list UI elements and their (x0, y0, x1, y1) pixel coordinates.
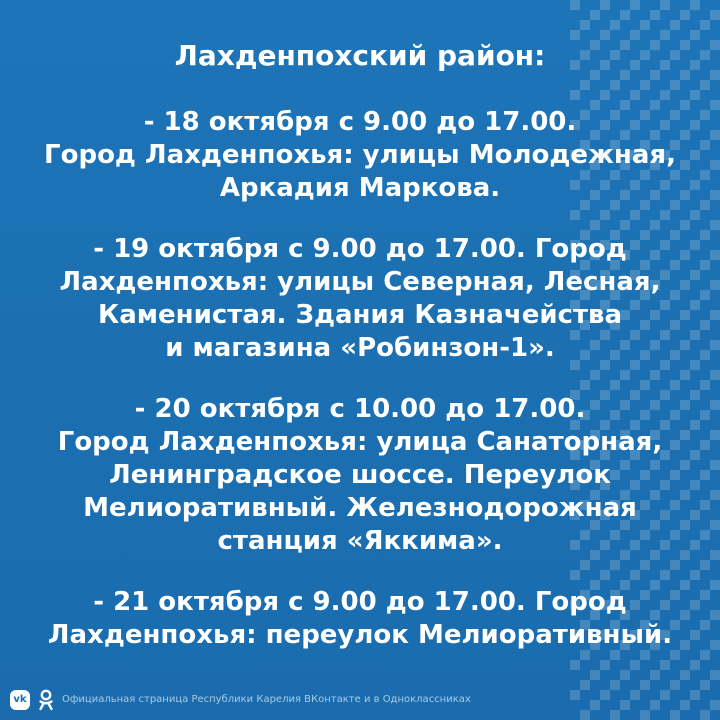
schedule-line: Лахденпохья: улицы Северная, Лесная, (59, 267, 661, 297)
schedule-line: Ленинградское шоссе. Переулок (109, 460, 611, 490)
schedule-item (0, 586, 720, 652)
schedule-item (0, 393, 720, 558)
footer-text: Официальная страница Республики Карелия ВКонтакте и в Одноклассниках (62, 694, 471, 705)
district-title: Лахденпохский район: (174, 39, 546, 72)
schedule-line: Лахденпохья: переулок Мелиоративный. (47, 620, 673, 650)
schedule-line: Город Лахденпохья: улица Санаторная, (57, 427, 663, 457)
vk-icon[interactable]: vk (10, 690, 30, 710)
schedule-line: Каменистая. Здания Казначейства (97, 300, 623, 330)
schedule-line: - 20 октября с 10.00 до 17.00. (134, 394, 586, 424)
schedule-line: Аркадия Маркова. (219, 173, 501, 203)
schedule-item (0, 233, 720, 365)
schedule-line: Город Лахденпохья: улицы Молодежная, (44, 140, 676, 170)
source-footer (10, 688, 471, 712)
schedule-line: и магазина «Робинзон-1». (165, 333, 555, 363)
schedule-line: - 21 октября с 9.00 до 17.00. Город (93, 587, 627, 617)
schedule-line: станция «Яккима». (217, 526, 503, 556)
odnoklassniki-icon[interactable] (38, 689, 54, 711)
schedule-line: Мелиоративный. Железнодорожная (83, 493, 637, 523)
announcement-text (0, 40, 720, 680)
schedule-line: - 19 октября с 9.00 до 17.00. Город (93, 234, 627, 264)
schedule-item (0, 106, 720, 205)
schedule-line: - 18 октября с 9.00 до 17.00. (143, 107, 577, 137)
